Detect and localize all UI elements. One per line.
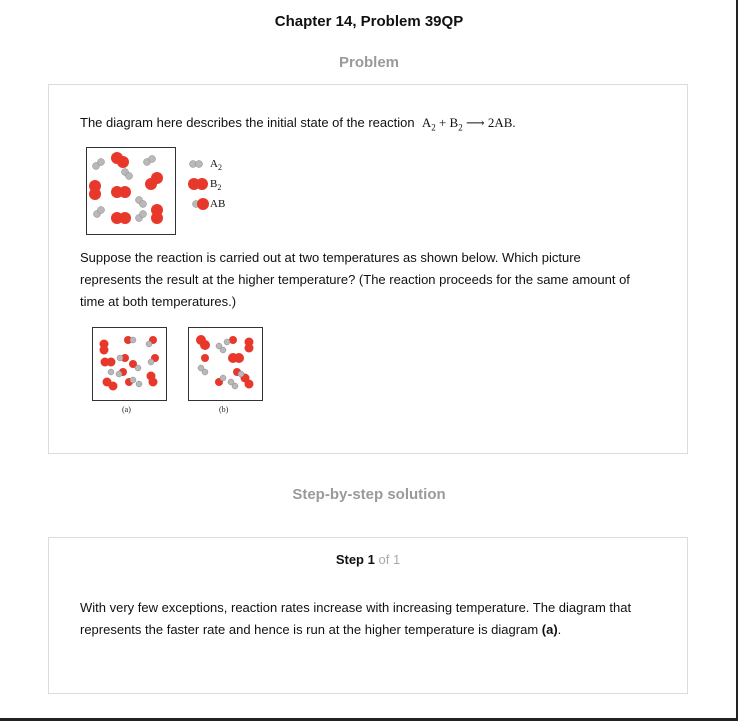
diagram-a-molecules [93,328,165,399]
caption-a: (a) [122,405,131,414]
solution-heading: Step-by-step solution [292,486,446,503]
legend-a2: $A_2$ [210,158,222,173]
page-title: Chapter 14, Problem 39QP [274,13,464,30]
solution-card [48,537,688,694]
diagram-b-molecules [189,328,261,399]
answer-highlight: (a) [541,622,558,637]
diagram-a [92,327,167,401]
legend-swatches [187,157,209,213]
problem-heading: Problem [338,54,399,71]
solution-text: With very few exceptions, reaction rates increase with increasing temperature. The diagram that represents the faster rate and hence is run at the higher temperature is diagram (a). [80,600,632,637]
problem-intro-line [80,112,670,139]
diagram-b [188,327,263,401]
legend-ab: AB [210,198,226,210]
reaction-equation: $A_2 + B_2$ ⟶ 2AB. [421,115,516,133]
initial-molecules [87,148,174,233]
initial-state-diagram [86,147,176,235]
problem-card [48,84,688,454]
step-title: Step 1 of 1 [335,552,401,567]
problem-intro: The diagram here describes the initial state of the reaction [80,115,415,130]
problem-question: Suppose the reaction is carried out at two temperatures as shown below. Which picture represents the result at the higher temperature? (The reaction proceeds for the same amount of time at both temperatures.) [80,250,630,309]
step-counter: of 1 [378,552,401,567]
legend-b2: $B_2$ [210,178,222,193]
caption-b: (b) [219,405,229,414]
